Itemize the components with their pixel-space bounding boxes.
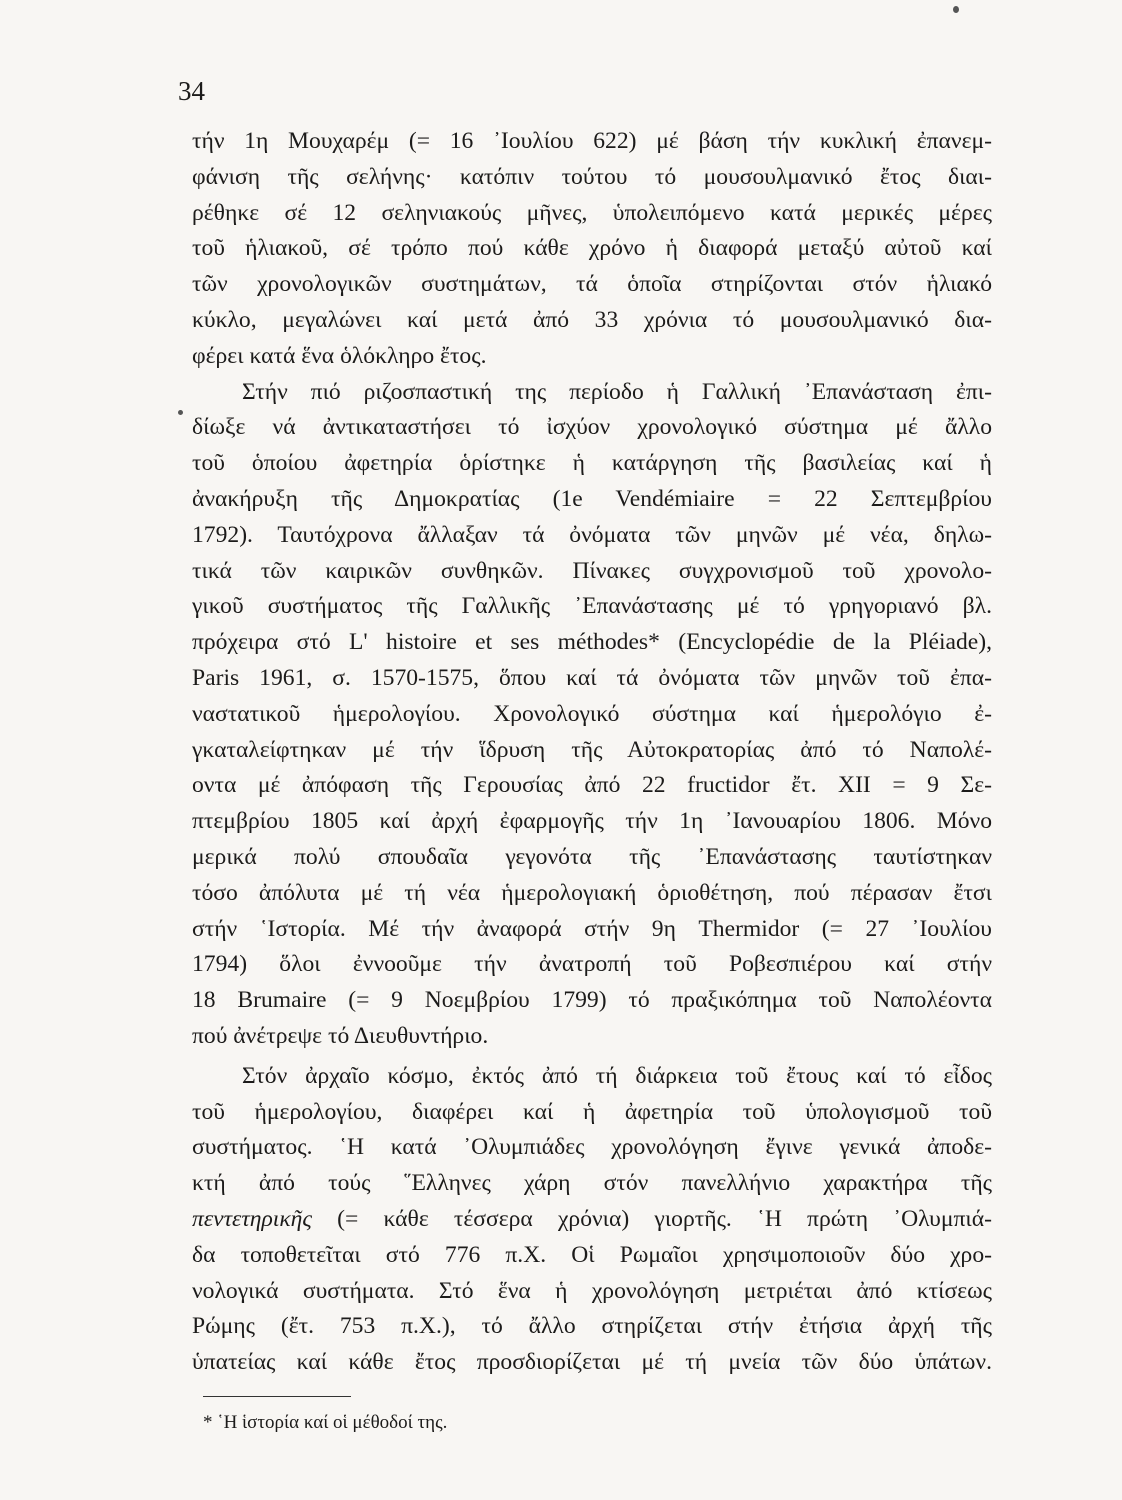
text-line: κύκλο, μεγαλώνει καί μετά ἀπό 33 χρόνια τό μουσουλμανικό δια- xyxy=(192,306,992,333)
text-line: φάνιση τῆς σελήνης· κατόπιν τούτου τό μουσουλμανικό ἔτος διαι- xyxy=(192,163,992,190)
text-line: ναστατικοῦ ἡμερολογίου. Χρονολογικό σύστημα καί ἡμερολόγιο ἐ- xyxy=(192,700,992,727)
footnote: * ῾Η ἱστορία καί οἱ μέθοδοί της. xyxy=(203,1412,448,1433)
text-line: 1792). Ταυτόχρονα ἄλλαξαν τά ὀνόματα τῶν μηνῶν μέ νέα, δηλω- xyxy=(192,521,992,548)
text-line: πρόχειρα στό L' histoire et ses méthodes* (Encyclopédie de la Pléiade), xyxy=(192,629,992,656)
text-line: πού ἀνέτρεψε τό Διευθυντήριο. xyxy=(192,1022,489,1049)
text-line: δίωξε νά ἀντικαταστήσει τό ἰσχύον χρονολογικό σύστημα μέ ἄλλο xyxy=(192,414,992,441)
body-text xyxy=(192,124,992,1381)
text-line: ἀνακήρυξη τῆς Δημοκρατίας (1e Vendémiaire = 22 Σεπτεμβρίου xyxy=(192,485,992,512)
text-line: τοῦ ἡμερολογίου, διαφέρει καί ἡ ἀφετηρία τοῦ ὑπολογισμοῦ τοῦ xyxy=(192,1098,992,1125)
italic-word: πεντετηρικῆς xyxy=(192,1205,312,1232)
text-line: νολογικά συστήματα. Στό ἕνα ἡ χρονολόγηση μετριέται ἀπό κτίσεως xyxy=(192,1277,992,1304)
text-line: τόσο ἀπόλυτα μέ τή νέα ἡμερολογιακή ὁριοθέτηση, πού πέρασαν ἔτσι xyxy=(192,879,992,906)
footnote-rule xyxy=(203,1396,351,1397)
text-line: Paris 1961, σ. 1570-1575, ὅπου καί τά ὀνόματα τῶν μηνῶν τοῦ ἐπα- xyxy=(192,664,992,691)
italic-text-line: πεντετηρικῆς (= κάθε τέσσερα χρόνια) γιορτῆς. ῾Η πρώτη ᾿Ολυμπιά- xyxy=(192,1205,992,1232)
text-line: μερικά πολύ σπουδαῖα γεγονότα τῆς ᾿Επανάστασης ταυτίστηκαν xyxy=(192,843,992,870)
text-line: οντα μέ ἀπόφαση τῆς Γερουσίας ἀπό 22 fructidor ἔτ. XII = 9 Σε- xyxy=(192,772,992,799)
text-line: γικοῦ συστήματος τῆς Γαλλικῆς ᾿Επανάστασης μέ τό γρηγοριανό βλ. xyxy=(192,593,992,620)
text-line: στήν ῾Ιστορία. Μέ τήν ἀναφορά στήν 9η Thermidor (= 27 ᾿Ιουλίου xyxy=(192,915,992,942)
text-line: γκαταλείφτηκαν μέ τήν ἵδρυση τῆς Αὐτοκρατορίας ἀπό τό Ναπολέ- xyxy=(192,736,992,763)
print-speck xyxy=(178,410,183,415)
text-line: ὑπατείας καί κάθε ἔτος προσδιορίζεται μέ τή μνεία τῶν δύο ὑπάτων. xyxy=(192,1349,992,1376)
paragraph-start-line: Στόν ἀρχαῖο κόσμο, ἐκτός ἀπό τή διάρκεια τοῦ ἔτους καί τό εἶδος xyxy=(242,1062,992,1089)
text-line: φέρει κατά ἕνα ὁλόκληρο ἔτος. xyxy=(192,342,487,369)
text-line: ρέθηκε σέ 12 σεληνιακούς μῆνες, ὑπολειπόμενο κατά μερικές μέρες xyxy=(192,199,992,226)
text-line: συστήματος. ῾Η κατά ᾿Ολυμπιάδες χρονολόγηση ἔγινε γενικά ἀποδε- xyxy=(192,1134,992,1161)
paragraph-start-line: Στήν πιό ριζοσπαστική της περίοδο ἡ Γαλλική ᾿Επανάσταση ἐπι- xyxy=(242,378,992,405)
page-number: 34 xyxy=(178,76,205,106)
text-line: κτή ἀπό τούς ῞Ελληνες χάρη στόν πανελλήνιο χαρακτήρα τῆς xyxy=(192,1170,992,1197)
text-line: τήν 1η Μουχαρέμ (= 16 ᾿Ιουλίου 622) μέ βάση τήν κυκλική ἐπανεμ- xyxy=(192,128,992,154)
text-line: τικά τῶν καιρικῶν συνθηκῶν. Πίνακες συγχρονισμοῦ τοῦ χρονολο- xyxy=(192,557,992,584)
text-line: δα τοποθετεῖται στό 776 π.Χ. Οἱ Ρωμαῖοι χρησιμοποιοῦν δύο χρο- xyxy=(192,1241,992,1268)
print-speck xyxy=(953,6,959,13)
text-line: 18 Brumaire (= 9 Νοεμβρίου 1799) τό πραξικόπημα τοῦ Ναπολέοντα xyxy=(192,987,992,1014)
text-line: πτεμβρίου 1805 καί ἀρχή ἐφαρμογῆς τήν 1η ᾿Ιανουαρίου 1806. Μόνο xyxy=(192,808,992,835)
text-line: Ρώμης (ἔτ. 753 π.Χ.), τό ἄλλο στηρίζεται στήν ἐτήσια ἀρχή τῆς xyxy=(192,1313,992,1340)
text-line: τοῦ ἡλιακοῦ, σέ τρόπο πού κάθε χρόνο ἡ διαφορά μεταξύ αὐτοῦ καί xyxy=(192,235,992,262)
text-line: 1794) ὅλοι ἐννοοῦμε τήν ἀνατροπή τοῦ Ροβεσπιέρου καί στήν xyxy=(192,951,992,978)
text-line: τῶν χρονολογικῶν συστημάτων, τά ὁποῖα στηρίζονται στόν ἡλιακό xyxy=(192,271,992,298)
text-line: τοῦ ὁποίου ἀφετηρία ὁρίστηκε ἡ κατάργηση τῆς βασιλείας καί ἡ xyxy=(192,450,992,477)
